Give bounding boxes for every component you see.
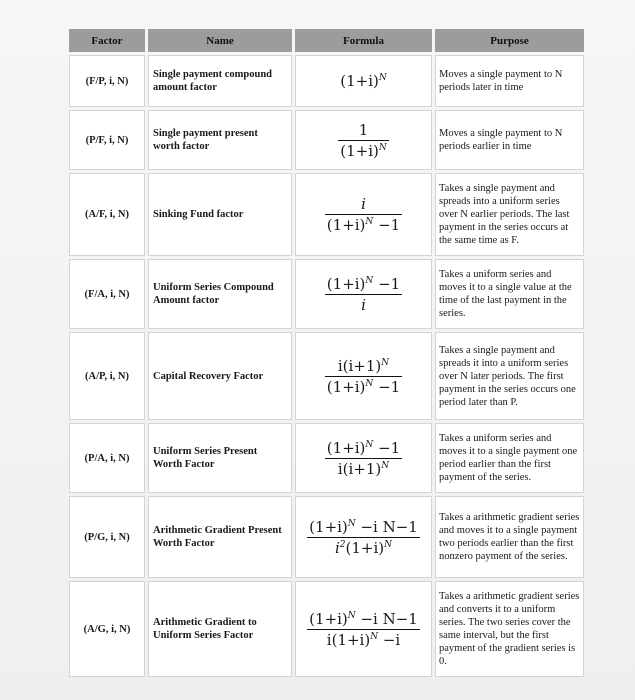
formula: $\frac{(1+i)^N -i N-1}{i^2(1+i)^N}$ [309, 517, 418, 557]
purpose-cell: Takes a arithmetic gradient series and moves it to a single payment two periods earlier than the first nonzero payment of the series. [435, 496, 584, 578]
name-cell: Uniform Series Compound Amount factor [148, 259, 292, 329]
purpose-cell: Takes a arithmetic gradient series and converts it to a uniform series. The two series cover the same interval, but the first payment of the gradient series is 0. [435, 581, 584, 677]
factor-cell: (F/P, i, N) [69, 55, 145, 107]
factor-cell: (A/F, i, N) [69, 173, 145, 256]
header-factor: Factor [69, 29, 145, 52]
formula: $\frac{(1+i)^N -i N-1}{i(1+i)^N -i}$ [309, 609, 418, 649]
table-row [69, 259, 584, 329]
table-row [69, 423, 584, 493]
header-formula: Formula [295, 29, 432, 52]
factor-cell: (P/A, i, N) [69, 423, 145, 493]
name-cell: Sinking Fund factor [148, 173, 292, 256]
formula-cell [295, 581, 432, 677]
purpose-cell: Takes a uniform series and moves it to a single value at the time of the last payment in the series. [435, 259, 584, 329]
formula-cell [295, 110, 432, 170]
name-cell: Capital Recovery Factor [148, 332, 292, 420]
formula-cell [295, 423, 432, 493]
header-purpose: Purpose [435, 29, 584, 52]
purpose-cell: Takes a uniform series and moves it to a single payment one period earlier than the first payment of the series. [435, 423, 584, 493]
formula: $\frac{i}{(1+i)^N -1}$ [326, 195, 401, 234]
name-cell: Uniform Series Present Worth Factor [148, 423, 292, 493]
purpose-cell: Takes a single payment and spreads into a uniform series over N earlier periods. The last payment in the series occurs at the same time as F. [435, 173, 584, 256]
factor-cell: (P/F, i, N) [69, 110, 145, 170]
table-row [69, 332, 584, 420]
formula: $(1+i)^N$ [340, 72, 387, 90]
formula: $\frac{(1+i)^N -1}{i}$ [326, 274, 401, 314]
formula: $\frac{1}{(1+i)^N}$ [340, 120, 387, 160]
name-cell: Single payment present worth factor [148, 110, 292, 170]
formula: $\frac{(1+i)^N -1}{i(i+1)^N}$ [326, 438, 401, 478]
factor-cell: (F/A, i, N) [69, 259, 145, 329]
formula-cell [295, 259, 432, 329]
purpose-cell: Moves a single payment to N periods later in time [435, 55, 584, 107]
formula-cell [295, 55, 432, 107]
purpose-cell: Takes a single payment and spreads it into a uniform series over N later periods. The first payment in the series occurs one period later than P. [435, 332, 584, 420]
name-cell: Single payment compound amount factor [148, 55, 292, 107]
formula: $\frac{i(i+1)^N}{(1+i)^N -1}$ [326, 356, 401, 396]
table-row [69, 496, 584, 578]
factor-cell: (A/G, i, N) [69, 581, 145, 677]
name-cell: Arithmetic Gradient to Uniform Series Factor [148, 581, 292, 677]
interest-factor-table [66, 26, 587, 680]
table-row [69, 173, 584, 256]
name-cell: Arithmetic Gradient Present Worth Factor [148, 496, 292, 578]
table-row [69, 581, 584, 677]
factor-cell: (A/P, i, N) [69, 332, 145, 420]
purpose-cell: Moves a single payment to N periods earlier in time [435, 110, 584, 170]
table-row [69, 55, 584, 107]
formula-cell [295, 496, 432, 578]
factor-cell: (P/G, i, N) [69, 496, 145, 578]
table-row [69, 110, 584, 170]
formula-cell [295, 173, 432, 256]
header-name: Name [148, 29, 292, 52]
header-row [69, 29, 584, 52]
formula-cell [295, 332, 432, 420]
